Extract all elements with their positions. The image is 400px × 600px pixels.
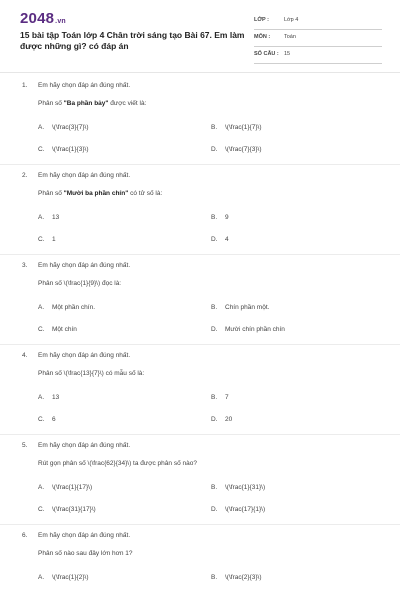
option-text: 9 xyxy=(225,214,229,221)
option-letter: D. xyxy=(211,326,218,333)
meta-key: LỚP : xyxy=(254,17,269,23)
option-letter: B. xyxy=(211,304,218,311)
stem-bold: "Ba phần bảy" xyxy=(63,100,109,107)
option-text: \(\frac{3}{7}\) xyxy=(52,124,89,131)
option-a[interactable] xyxy=(38,214,59,221)
question-separator xyxy=(0,524,400,525)
option-letter: B. xyxy=(211,484,218,491)
option-c[interactable] xyxy=(38,146,89,153)
option-a[interactable] xyxy=(38,304,95,311)
question-stem xyxy=(38,370,144,377)
stem-bold: "Mười ba phần chín" xyxy=(63,190,129,197)
stem-text: được viết là: xyxy=(108,100,147,107)
question-prompt: Em hãy chọn đáp án đúng nhất. xyxy=(38,442,131,449)
option-letter: B. xyxy=(211,574,218,581)
header-divider xyxy=(0,72,400,73)
option-text: 13 xyxy=(52,214,60,221)
stem-text: Phân số xyxy=(38,190,64,197)
stem-text: có tử số là: xyxy=(128,190,163,197)
stem-text: Phân số xyxy=(38,100,64,107)
option-letter: D. xyxy=(211,416,218,423)
option-letter: D. xyxy=(211,146,218,153)
logo-text: 2048 xyxy=(20,10,55,27)
option-letter: A. xyxy=(38,484,45,491)
option-b[interactable] xyxy=(211,574,262,581)
option-text: 6 xyxy=(52,416,56,423)
meta-row-subject xyxy=(254,32,382,47)
option-a[interactable] xyxy=(38,394,59,401)
option-letter: A. xyxy=(38,394,45,401)
meta-row-count xyxy=(254,49,382,64)
question-prompt: Em hãy chọn đáp án đúng nhất. xyxy=(38,352,131,359)
option-d[interactable] xyxy=(211,506,265,513)
option-d[interactable] xyxy=(211,236,229,243)
option-a[interactable] xyxy=(38,484,92,491)
question-stem xyxy=(38,550,133,557)
question-number: 3. xyxy=(22,262,28,269)
option-b[interactable] xyxy=(211,214,229,221)
option-text: Chín phần một. xyxy=(225,304,270,311)
question-number: 1. xyxy=(22,82,28,89)
option-b[interactable] xyxy=(211,304,269,311)
option-text: 1 xyxy=(52,236,56,243)
meta-key: SỐ CÂU : xyxy=(254,51,279,57)
option-text: 20 xyxy=(225,416,233,423)
question-prompt: Em hãy chọn đáp án đúng nhất. xyxy=(38,172,131,179)
meta-row-grade xyxy=(254,15,382,30)
option-letter: B. xyxy=(211,214,218,221)
stem-text: Phân số nào sau đây lớn hơn 1? xyxy=(38,550,133,557)
option-text: \(\frac{31}{17}\) xyxy=(52,506,96,513)
option-text: \(\frac{17}{1}\) xyxy=(225,506,266,513)
worksheet-meta xyxy=(254,15,382,66)
question-number: 2. xyxy=(22,172,28,179)
option-letter: C. xyxy=(38,506,45,513)
option-a[interactable] xyxy=(38,574,89,581)
stem-text: Phân số \(\frac{1}{9}\) đọc là: xyxy=(38,280,122,287)
meta-value: Lớp 4 xyxy=(284,17,299,23)
question-separator xyxy=(0,164,400,165)
site-logo[interactable] xyxy=(20,10,66,27)
worksheet-header xyxy=(0,0,400,68)
option-letter: D. xyxy=(211,236,218,243)
question-separator xyxy=(0,344,400,345)
option-text: \(\frac{1}{17}\) xyxy=(52,484,93,491)
option-b[interactable] xyxy=(211,394,229,401)
question-separator xyxy=(0,434,400,435)
stem-text: Rút gọn phân số \(\frac{62}{34}\) ta được phân số nào? xyxy=(38,460,197,467)
option-text: 4 xyxy=(225,236,229,243)
option-text: \(\frac{1}{31}\) xyxy=(225,484,266,491)
option-letter: B. xyxy=(211,124,218,131)
question-stem xyxy=(38,460,197,467)
meta-key: MÔN : xyxy=(254,34,271,40)
question-prompt: Em hãy chọn đáp án đúng nhất. xyxy=(38,262,131,269)
option-letter: C. xyxy=(38,146,45,153)
option-letter: D. xyxy=(211,506,218,513)
option-letter: C. xyxy=(38,236,45,243)
question-stem xyxy=(38,280,121,287)
option-text: \(\frac{2}{3}\) xyxy=(225,574,262,581)
question-number: 4. xyxy=(22,352,28,359)
option-text: Một phần chín. xyxy=(52,304,95,311)
option-c[interactable] xyxy=(38,236,56,243)
option-text: \(\frac{1}{3}\) xyxy=(52,146,89,153)
option-text: \(\frac{7}{3}\) xyxy=(225,146,262,153)
question-prompt: Em hãy chọn đáp án đúng nhất. xyxy=(38,82,131,89)
option-text: 13 xyxy=(52,394,60,401)
option-letter: A. xyxy=(38,124,45,131)
question-separator xyxy=(0,254,400,255)
question-stem xyxy=(38,100,146,107)
logo-tld: .vn xyxy=(55,18,66,25)
meta-value: Toán xyxy=(284,34,296,40)
option-letter: A. xyxy=(38,574,45,581)
question-stem xyxy=(38,190,162,197)
option-text: 7 xyxy=(225,394,229,401)
option-d[interactable] xyxy=(211,416,232,423)
stem-text: Phân số \(\frac{13}{7}\) có mẫu số là: xyxy=(38,370,145,377)
worksheet-title: 15 bài tập Toán lớp 4 Chân trời sáng tạo Bài 67. Em làm được những gì? có đáp án xyxy=(20,30,245,51)
option-c[interactable] xyxy=(38,506,96,513)
meta-value: 15 xyxy=(284,51,291,57)
question-number: 6. xyxy=(22,532,28,539)
option-letter: C. xyxy=(38,416,45,423)
option-letter: B. xyxy=(211,394,218,401)
option-c[interactable] xyxy=(38,416,56,423)
question-prompt: Em hãy chọn đáp án đúng nhất. xyxy=(38,532,131,539)
question-number: 5. xyxy=(22,442,28,449)
option-letter: C. xyxy=(38,326,45,333)
option-letter: A. xyxy=(38,304,45,311)
option-letter: A. xyxy=(38,214,45,221)
option-text: Một chín xyxy=(52,326,77,333)
option-c[interactable] xyxy=(38,326,77,333)
option-b[interactable] xyxy=(211,484,265,491)
option-d[interactable] xyxy=(211,146,262,153)
option-d[interactable] xyxy=(211,326,285,333)
option-text: \(\frac{1}{2}\) xyxy=(52,574,89,581)
option-text: \(\frac{1}{7}\) xyxy=(225,124,262,131)
option-text: Mười chín phần chín xyxy=(225,326,285,333)
option-b[interactable] xyxy=(211,124,262,131)
option-a[interactable] xyxy=(38,124,89,131)
